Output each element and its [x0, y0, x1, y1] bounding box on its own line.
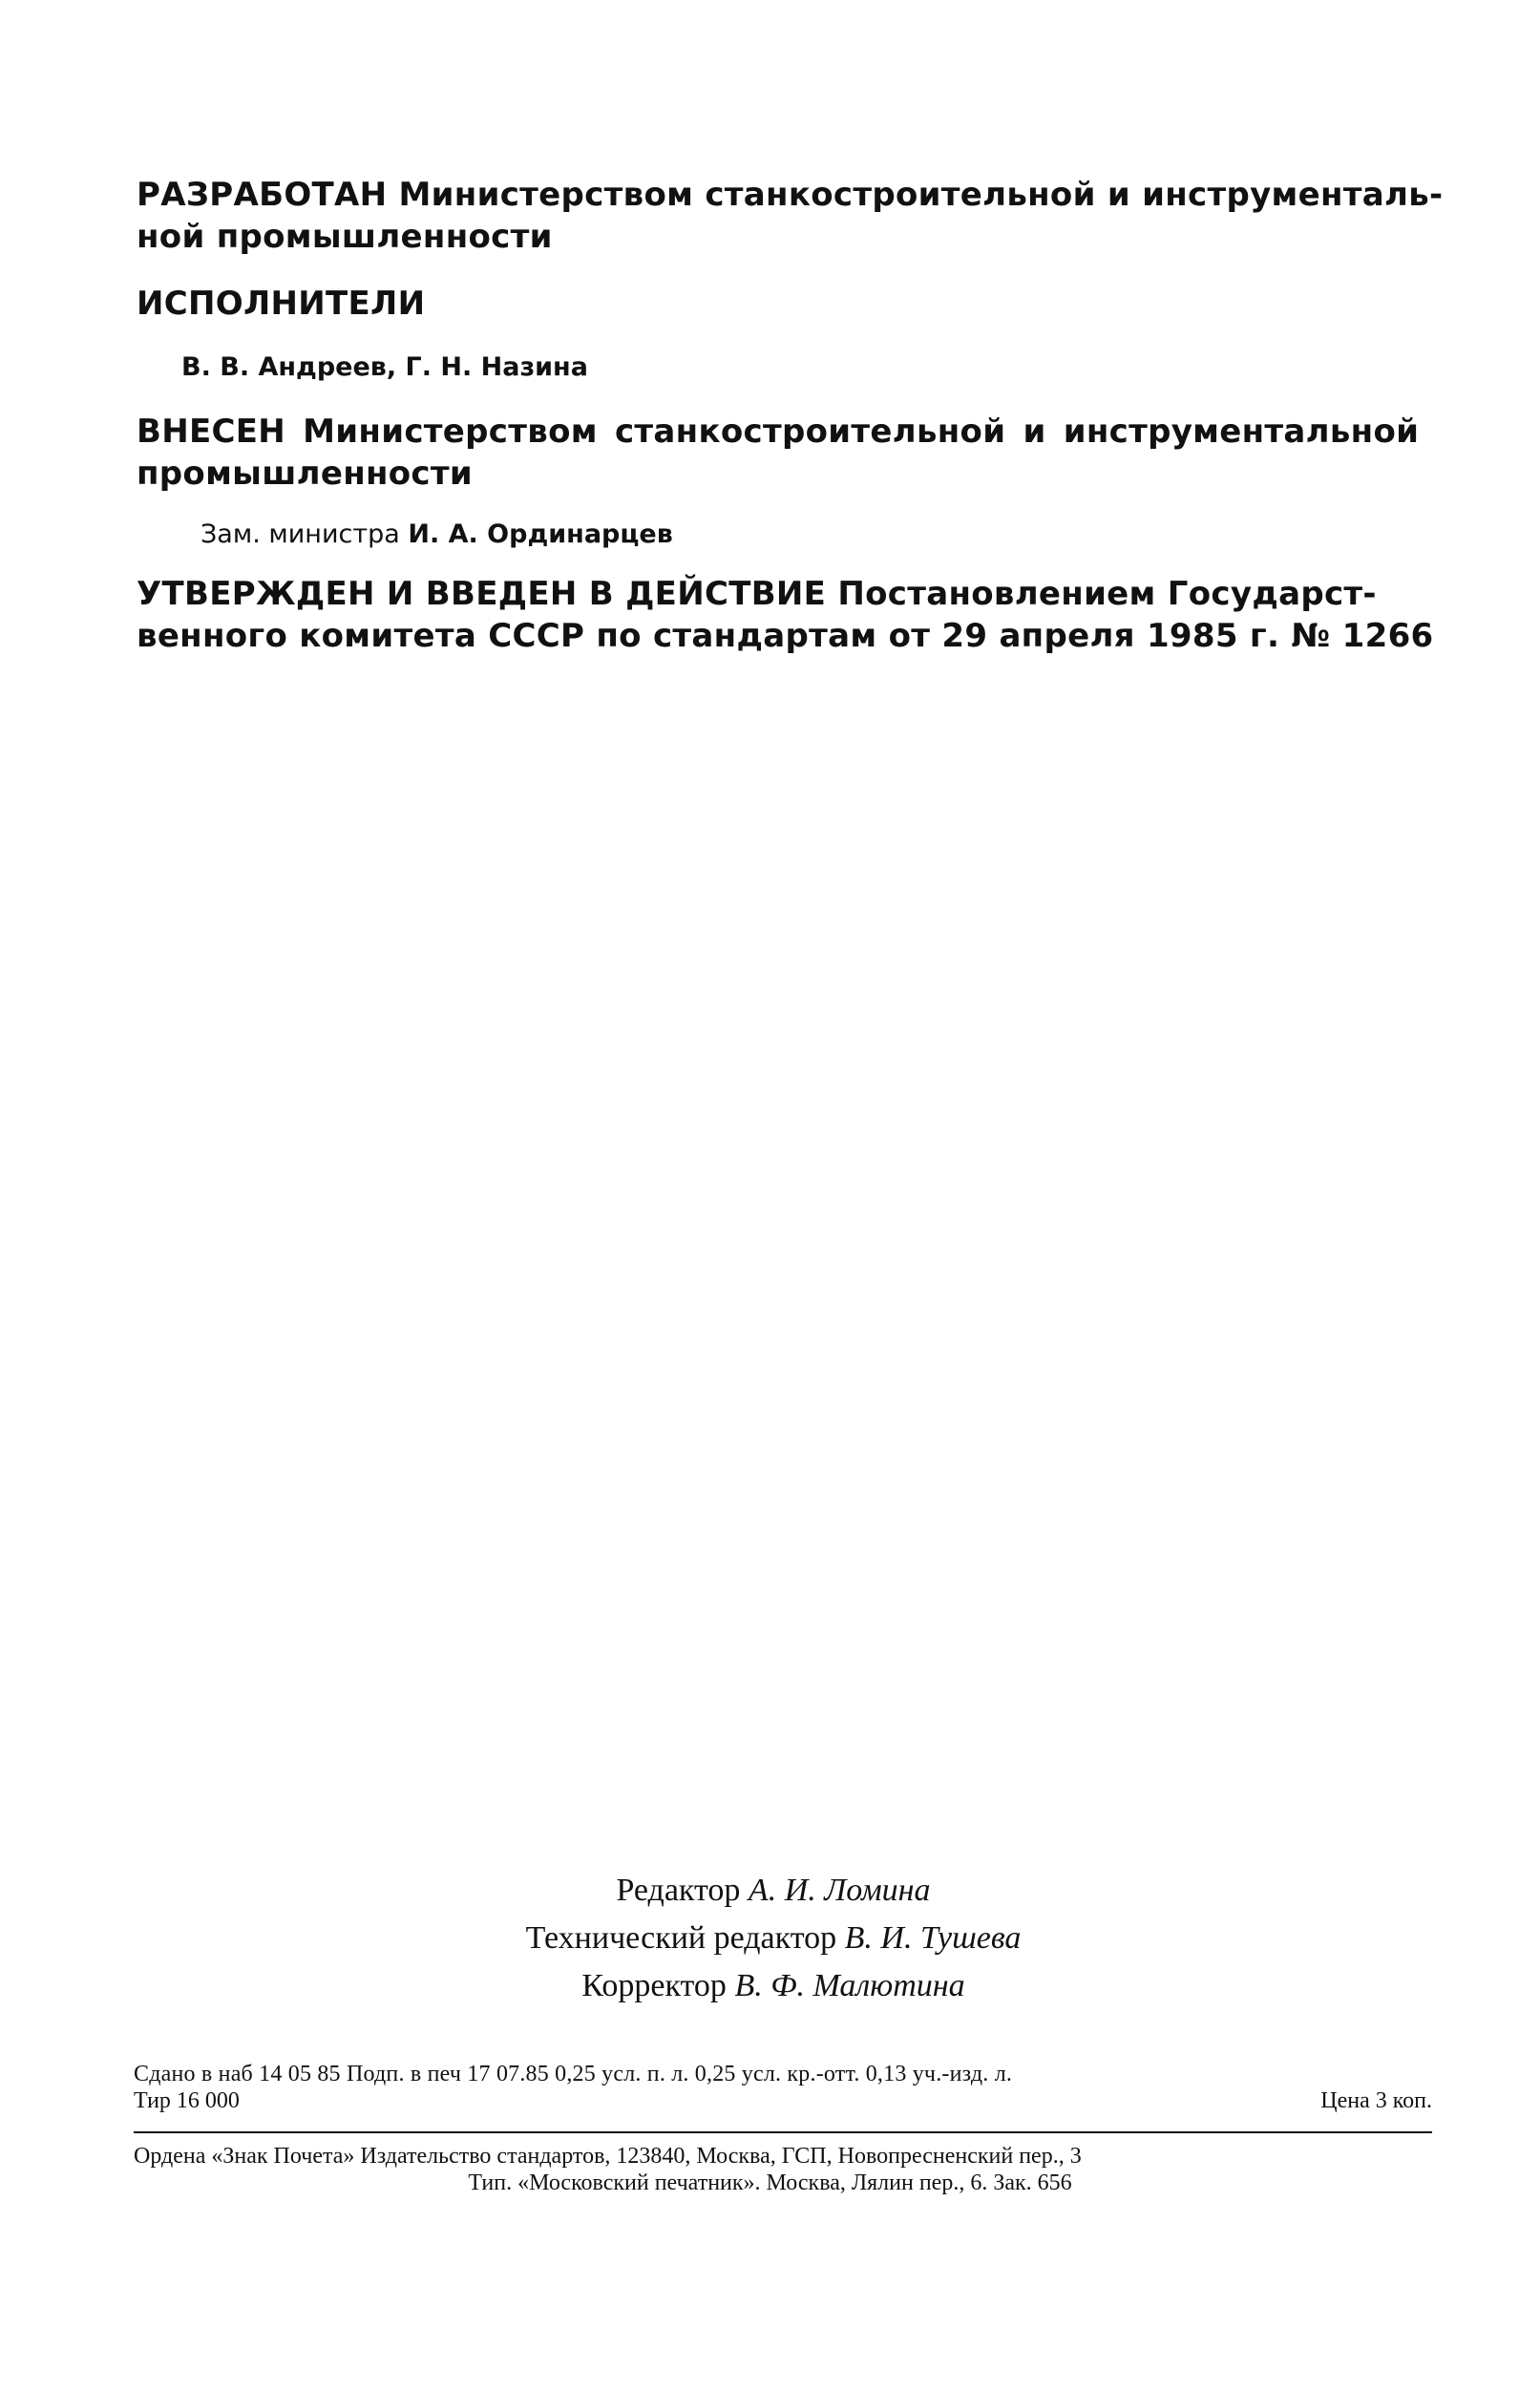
editor-name: А. И. Ломина [748, 1873, 931, 1908]
proofreader-name: В. Ф. Малютина [734, 1968, 965, 2003]
executors-heading: ИСПОЛНИТЕЛИ [137, 285, 426, 323]
executors-names: В. В. Андреев, Г. Н. Назина [181, 352, 588, 382]
developed-text-2: ной промышленности [137, 218, 553, 256]
approved-line-1 [137, 573, 1435, 615]
developed-lead: РАЗРАБОТАН [137, 176, 388, 214]
deputy-minister [200, 519, 673, 551]
introduced-section [137, 411, 1435, 495]
imprint-price: Цена 3 коп. [1320, 2088, 1432, 2113]
tech-editor-label: Технический редактор [525, 1920, 837, 1956]
imprint-divider [134, 2131, 1432, 2133]
credit-tech-editor [363, 1915, 1184, 1962]
introduced-line-1 [137, 411, 1435, 453]
approved-lead: УТВЕРЖДЕН И ВВЕДЕН В ДЕЙСТВИЕ [137, 575, 827, 613]
credit-editor [363, 1867, 1184, 1915]
credit-proofreader [363, 1962, 1184, 2010]
publisher-line-2: Тип. «Московский печатник». Москва, Лялин пер., 6. Зак. 656 [468, 2171, 1072, 2195]
deputy-label: Зам. министра [200, 519, 400, 549]
introduced-lead: ВНЕСЕН [137, 413, 286, 451]
editor-label: Редактор [616, 1873, 741, 1908]
approved-text-1: Постановлением Государст- [837, 575, 1377, 613]
developed-section [137, 174, 1444, 258]
tech-editor-name: В. И. Тушева [844, 1920, 1022, 1956]
deputy-name: И. А. Ординарцев [408, 519, 673, 549]
developed-line-1 [137, 174, 1444, 216]
imprint-line: Сдано в наб 14 05 85 Подп. в печ 17 07.85 0,25 усл. п. л. 0,25 усл. кр.-отт. 0,13 уч.-изд. л. [134, 2062, 1013, 2086]
approved-section [137, 573, 1435, 657]
introduced-text-2: промышленности [137, 455, 474, 493]
developed-text-1: Министерством станкостроительной и инструменталь- [398, 176, 1444, 214]
publisher-line-1: Ордена «Знак Почета» Издательство стандартов, 123840, Москва, ГСП, Новопресненский пер., 3 [134, 2144, 1082, 2169]
approved-text-2: венного комитета СССР по стандартам от 29 апреля 1985 г. № 1266 [137, 617, 1434, 655]
credits [363, 1867, 1184, 2010]
proofreader-label: Корректор [581, 1968, 727, 2003]
imprint-tirage: Тир 16 000 [134, 2088, 240, 2113]
introduced-text-1: Министерством станкостроительной и инструментальной [303, 413, 1420, 451]
